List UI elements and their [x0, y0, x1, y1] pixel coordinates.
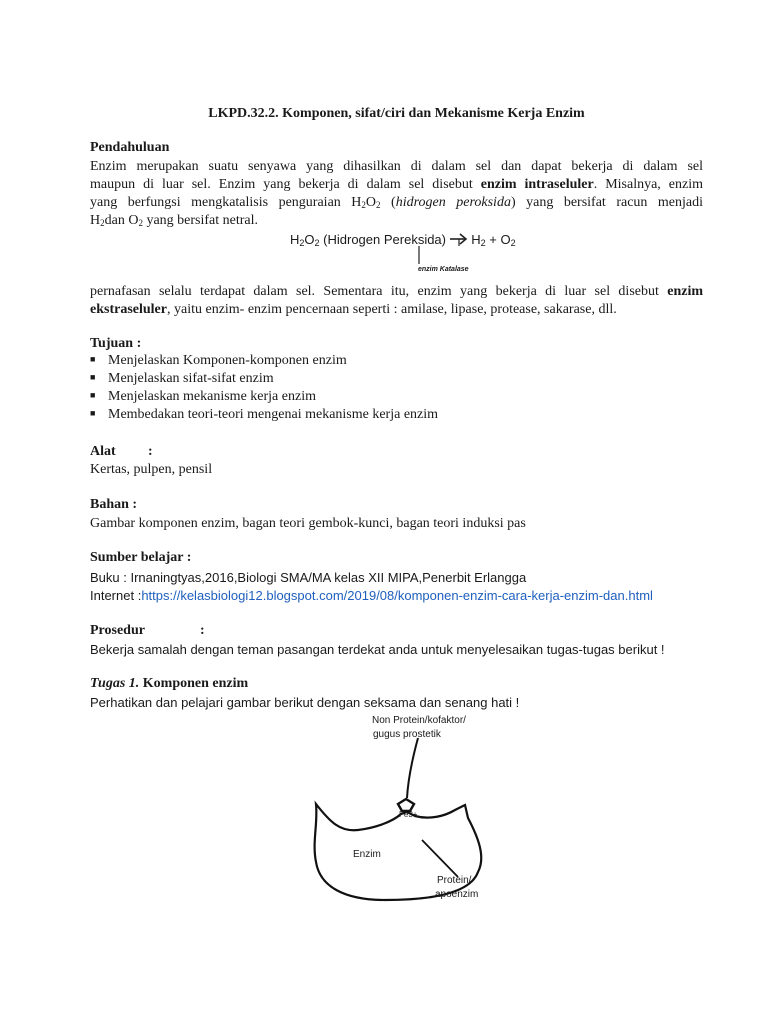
page-title: LKPD.32.2. Komponen, sifat/ciri dan Mekanisme Kerja Enzim — [208, 106, 585, 121]
enzyme-diagram — [300, 712, 560, 917]
diagram-label: Fe3+ — [399, 810, 418, 819]
enzyme-pointer-line — [417, 246, 421, 266]
paragraph-line: Perhatikan dan pelajari gambar berikut dengan seksama dan senang hati ! — [90, 695, 520, 710]
paragraph-line: yang berfungsi mengkatalisis penguraian $H_2O_2$ (hidrogen peroksida) yang bersifat racun menjadi — [90, 195, 704, 210]
paragraph-line: pernafasan selalu terdapat dalam sel. Sementara itu, enzim yang bekerja di luar sel disebut enzim — [90, 284, 704, 299]
paragraph-line: Buku : Irnaningtyas,2016,Biologi SMA/MA kelas XII MIPA,Penerbit Erlangga — [90, 570, 527, 585]
list-item: ■ Menjelaskan Komponen-komponen enzim — [90, 353, 347, 368]
section-heading-sumber: Sumber belajar : — [90, 550, 192, 565]
paragraph-line: maupun di luar sel. Enzim yang bekerja di dalam sel disebut enzim intraseluler. Misalnya, enzim — [90, 177, 704, 192]
section-heading-tujuan: Tujuan : — [90, 336, 142, 351]
source-link[interactable]: https://kelasbiologi12.blogspot.com/2019/08/komponen-enzim-cara-kerja-enzim-dan.html — [141, 588, 653, 603]
section-heading-tugas1: Tugas 1. Komponen enzim — [90, 676, 249, 691]
section-heading-alat: Alat — [90, 444, 116, 459]
section-heading-bahan: Bahan : — [90, 497, 138, 512]
cofactor-pointer — [407, 738, 418, 798]
paragraph-line: ekstraseluler, yaitu enzim- enzim pencernaan seperti : amilase, lipase, protease, sakarase, dll. — [90, 302, 617, 317]
section-heading-colon: : — [200, 623, 205, 638]
diagram-label: Protein/ — [437, 875, 472, 886]
section-heading-prosedur: Prosedur — [90, 623, 145, 638]
diagram-label: apoenzim — [435, 889, 479, 900]
list-item: ■ Menjelaskan sifat-sifat enzim — [90, 371, 274, 386]
diagram-label: Non Protein/kofaktor/ — [372, 715, 466, 726]
list-item: ■ Menjelaskan mekanisme kerja enzim — [90, 389, 316, 404]
section-heading-colon: : — [148, 444, 153, 459]
term-intraseluler: enzim intraseluler — [480, 177, 594, 192]
term-ekstraseluler: ekstraseluler — [90, 302, 167, 317]
paragraph-line: Kertas, pulpen, pensil — [90, 462, 213, 477]
arrow-right-icon — [450, 232, 468, 246]
diagram-label: Enzim — [353, 849, 381, 860]
section-heading-pendahuluan: Pendahuluan — [90, 140, 170, 155]
protein-pointer — [422, 840, 458, 877]
paragraph-line: Enzim merupakan suatu senyawa yang dihasilkan di dalam sel dan dapat bekerja di dalam sel — [90, 159, 703, 174]
paragraph-line: $H_2dan$ $O_2$ yang bersifat netral. — [90, 213, 259, 228]
paragraph-line: Bekerja samalah dengan teman pasangan terdekat anda untuk menyelesaikan tugas-tugas berikut ! — [90, 642, 665, 657]
list-item: ■ Membedakan teori-teori mengenai mekanisme kerja enzim — [90, 407, 439, 422]
paragraph-line: Gambar komponen enzim, bagan teori gembok-kunci, bagan teori induksi pas — [90, 516, 526, 531]
reaction-equation: $H_2O_2$ (Hidrogen Pereksida) $H_2 + O_2$ — [290, 232, 516, 248]
paragraph-line: Internet :https://kelasbiologi12.blogspot.com/2019/08/komponen-enzim-cara-kerja-enzim-dan.html — [90, 588, 653, 603]
diagram-label: gugus prostetik — [373, 729, 441, 740]
enzyme-label: enzim Katalase — [418, 266, 469, 273]
